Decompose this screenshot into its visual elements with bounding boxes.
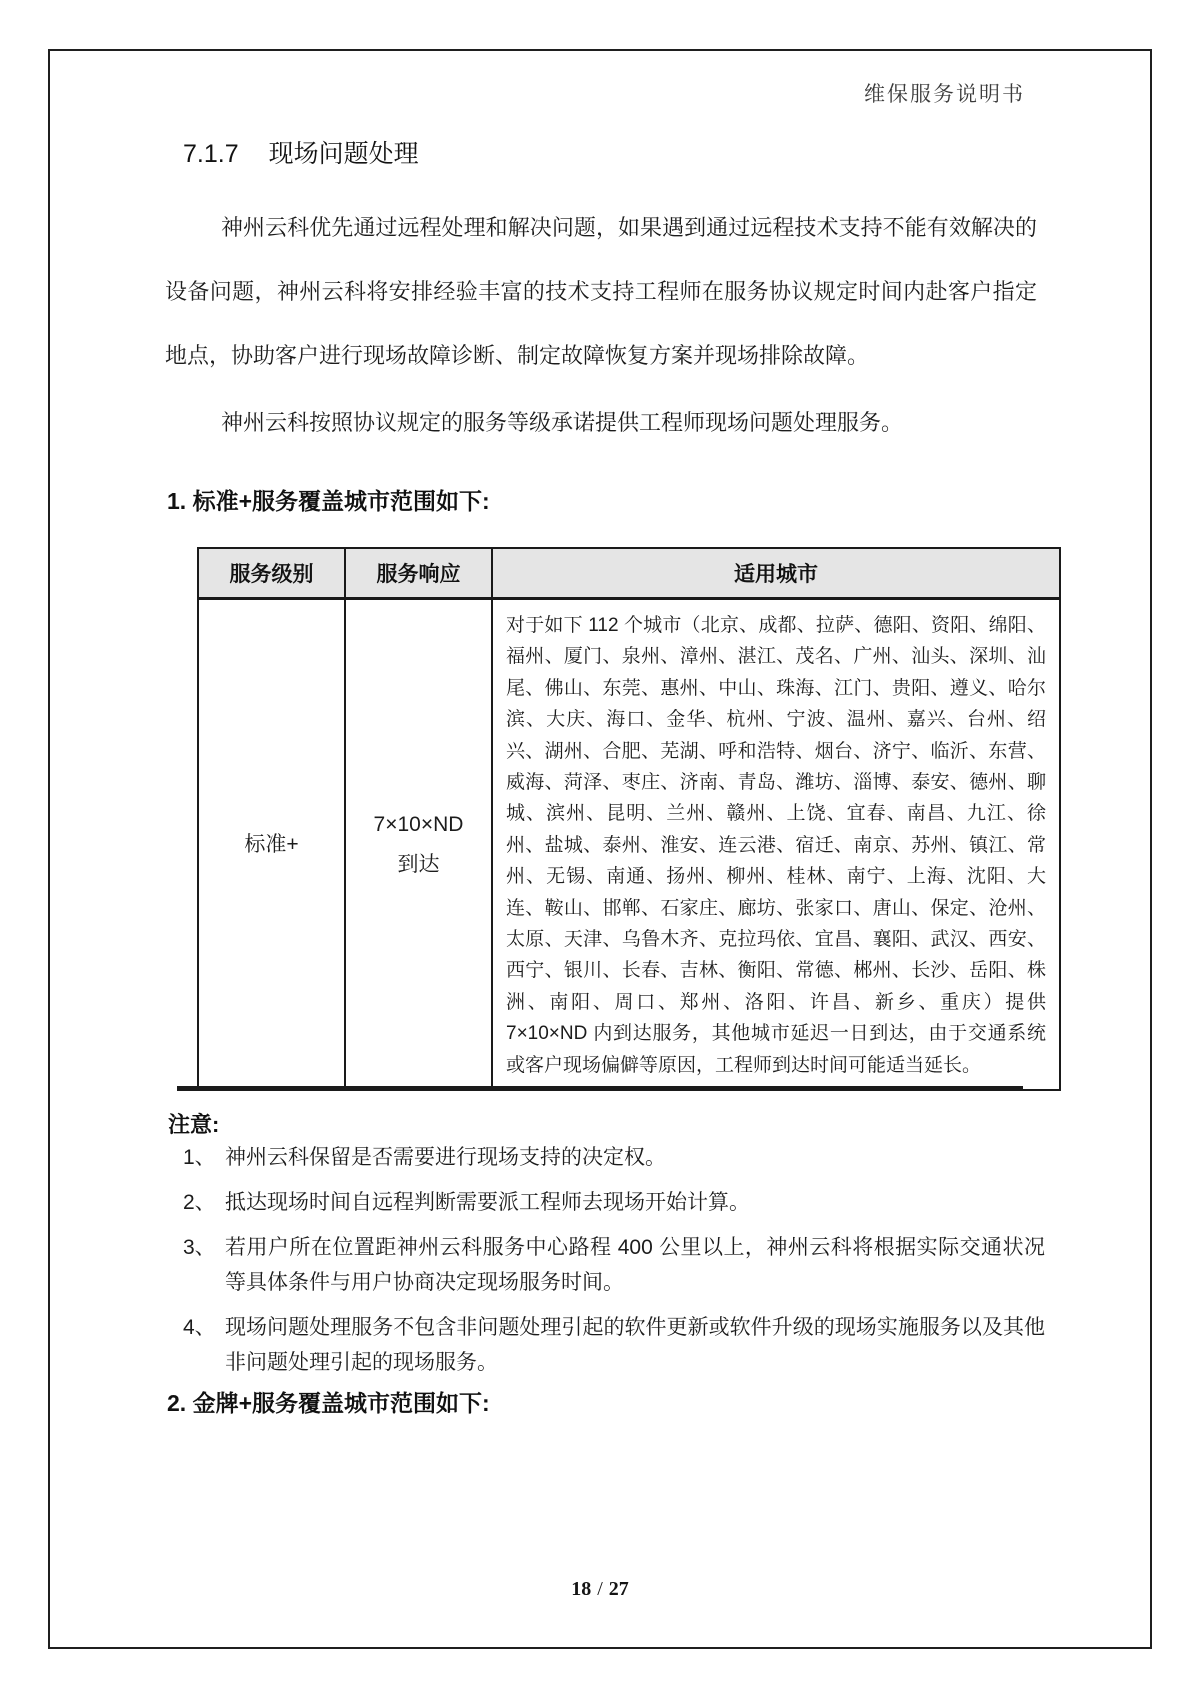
section-heading [183, 134, 419, 170]
service-coverage-table [197, 547, 1061, 1091]
note-number: 4、 [183, 1316, 216, 1339]
response-line-1: 7×10×ND [373, 812, 464, 836]
document-header-title: 维保服务说明书 [864, 82, 1025, 106]
response-line-2: 到达 [397, 852, 440, 876]
cell-service-level: 标准+ [198, 599, 345, 1091]
note-item [183, 1185, 1045, 1220]
note-number: 1、 [183, 1146, 216, 1169]
standard-coverage-heading: 1. 标准+服务覆盖城市范围如下: [167, 488, 490, 514]
note-text: 神州云科保留是否需要进行现场支持的决定权。 [225, 1146, 666, 1169]
header-service-level: 服务级别 [198, 548, 345, 599]
note-text: 抵达现场时间自远程判断需要派工程师去现场开始计算。 [225, 1191, 750, 1214]
header-applicable-cities: 适用城市 [492, 548, 1060, 599]
note-item [183, 1140, 1045, 1175]
section-number: 7.1.7 [183, 140, 239, 168]
section-title: 现场问题处理 [268, 140, 419, 168]
page-number-total: 27 [608, 1578, 629, 1600]
note-number: 3、 [183, 1236, 216, 1259]
table-header-row [198, 548, 1060, 599]
note-text: 若用户所在位置距神州云科服务中心路程 400 公里以上，神州云科将根据实际交通状况等具体条件与用户协商决定现场服务时间。 [225, 1236, 1045, 1294]
note-item [183, 1230, 1045, 1300]
paragraph-service-level-commitment: 神州云科按照协议规定的服务等级承诺提供工程师现场问题处理服务。 [221, 410, 904, 435]
notes-label: 注意: [168, 1112, 220, 1137]
cell-applicable-cities: 对于如下 112 个城市（北京、成都、拉萨、德阳、资阳、绵阳、福州、厦门、泉州、漳州、湛江、茂名、广州、汕头、深圳、汕尾、佛山、东莞、惠州、中山、珠海、江门、贵阳、遵义、哈尔滨、大庆、海口、金华、杭州、宁波、温州、嘉兴、台州、绍兴、湖州、合肥、芜湖、呼和浩特、烟台、济宁、临沂、东营、威海、菏泽、枣庄、济南、青岛、潍坊、淄博、泰安、德州、聊城、滨州、昆明、兰州、赣州、上饶、宜春、南昌、九江、徐州、盐城、泰州、淮安、连云港、宿迁、南京、苏州、镇江、常州、无锡、南通、扬州、柳州、桂林、南宁、上海、沈阳、大连、鞍山、邯郸、石家庄、廊坊、张家口、唐山、保定、沧州、太原、天津、乌鲁木齐、克拉玛依、宜昌、襄阳、武汉、西安、西宁、银川、长春、吉林、衡阳、常德、郴州、长沙、岳阳、株洲、南阳、周口、郑州、洛阳、许昌、新乡、重庆）提供 7×10×ND 内到达服务，其他城市延迟一日到达，由于交通系统或客户现场偏僻等原因，工程师到达时间可能适当延长。 [492, 599, 1060, 1091]
divider-rule [177, 1086, 1023, 1091]
header-service-response: 服务响应 [345, 548, 492, 599]
note-item [183, 1310, 1045, 1380]
notes-list [183, 1140, 1045, 1390]
page-number-separator: / [597, 1578, 603, 1600]
gold-coverage-heading: 2. 金牌+服务覆盖城市范围如下: [167, 1390, 490, 1416]
note-number: 2、 [183, 1191, 216, 1214]
cell-service-response [345, 599, 492, 1091]
paragraph-remote-handling: 神州云科优先通过远程处理和解决问题，如果遇到通过远程技术支持不能有效解决的设备问题，神州云科将安排经验丰富的技术支持工程师在服务协议规定时间内赴客户指定地点，协助客户进行现场故障诊断、制定故障恢复方案并现场排除故障。 [165, 215, 1037, 368]
note-text: 现场问题处理服务不包含非问题处理引起的软件更新或软件升级的现场实施服务以及其他非问题处理引起的现场服务。 [225, 1316, 1045, 1374]
table-row [198, 599, 1060, 1091]
page-number-current: 18 [571, 1578, 592, 1600]
page-number [0, 1578, 1200, 1601]
